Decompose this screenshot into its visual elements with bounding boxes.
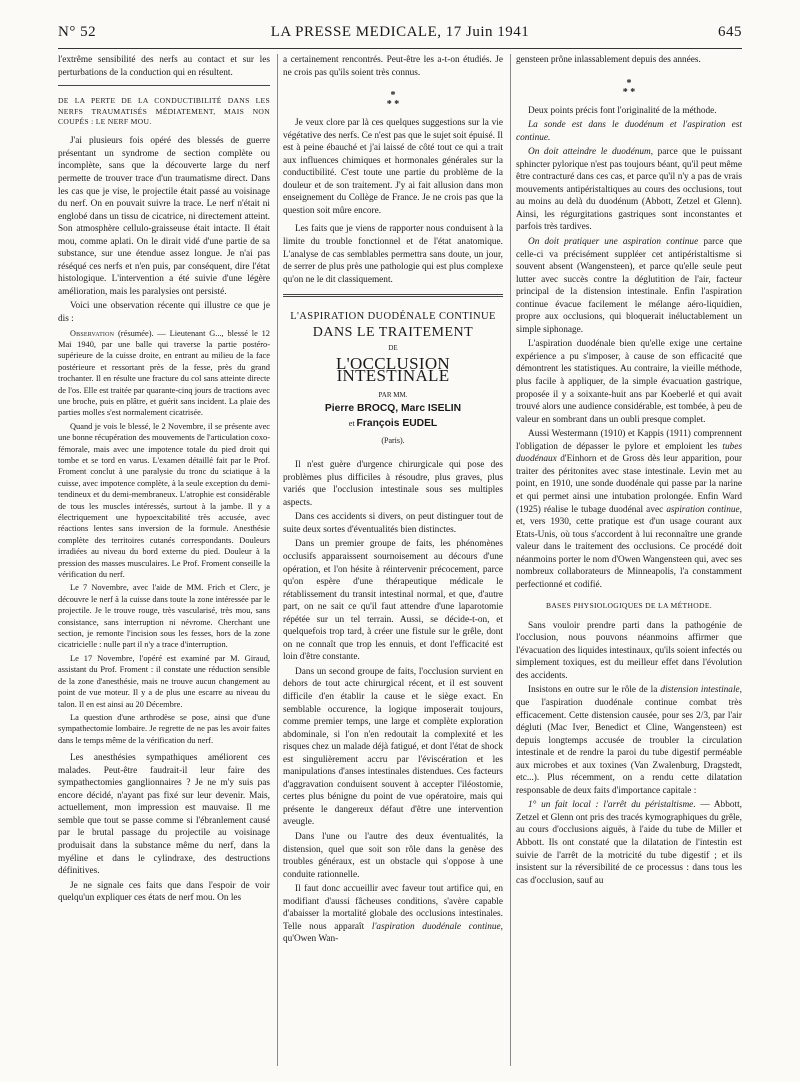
issue-number: N° 52: [58, 24, 97, 40]
paragraph: [516, 684, 742, 797]
observation-paragraph: [58, 328, 270, 419]
column-divider: [277, 54, 278, 1066]
text-run: Aussi Westermann (1910) et Kappis (1911) comprennent l'obligation de dépasser le pylore et emploient les: [516, 429, 742, 452]
emphasis: On doit atteindre le duodénum: [528, 147, 651, 158]
text-run: . — Abbott, Zetzel et Glenn ont pris des tracés kymographiques du grêle, au cours d'occlusions aiguës, à l'aide du tube de Miller et Abbott. Ils ont constaté que la dilatation de l'intestin est suivie de l'arrêt de la motricité du tube digestif ; et ils insistent sur la réversibilité de ce processus : dans tous les cas d'occlusion, sauf au: [516, 800, 742, 886]
page-header: [58, 24, 742, 46]
emphasis: aspiration continue: [666, 504, 740, 515]
column-2: [283, 54, 503, 1070]
text-run: d'Einhorn et de Gross dès leur apparition, pour traiter des péritonites avec stase intestinale. Levin met au point, en 1910, une sonde duodénale qui passe par la narine et qui permet ainsi une intubation prolongée. Enfin Ward (1925) réalise le tubage duodénal avec: [516, 454, 742, 515]
paragraph: Les faits que je viens de rapporter nous conduisent à la limite du trouble fonctionnel et de l'état anatomique. L'analyse de cas semblables permettra sans doute, un jour, de serrer de plus près une pathologie qui est plus complexe qu'on ne le dit classiquement.: [283, 224, 503, 285]
article-title-main: L'OCCLUSION INTESTINALE: [335, 353, 451, 386]
paragraph: J'ai plusieurs fois opéré des blessés de guerre présentant un syndrome de section complète ou incomplète, sans que la découverte large du nerf permette de trouver trace d'un traumatisme direct. Dans les cas que je vise, le projectile était passé au voisinage du nerf. On en pouvait suivre la trace. Le nerf n'était ni englobé dans un tissu de cicatrice, ni directement atteint. Son atmosphère cellulo-graisseuse était intacte. Il était mou, comme aplati. On le dirait vidé d'une partie de sa substance, sur une étendue assez longue. Je n'ai pas réséqué ces nerfs et n'en puis, par conséquent, dire l'état histologique. L'intervention a été suivie d'une légère amélioration, mais les paralysies ont persisté.: [58, 136, 270, 297]
header-rule: [58, 48, 742, 49]
text-run: , qu'Owen Wan-: [283, 921, 503, 945]
paragraph: Dans l'une ou l'autre des deux éventualités, la distension, quel que soit son rôle dans la genèse des troubles généraux, est un obstacle qui s'oppose à une conduite rationnelle.: [283, 831, 503, 880]
section-separator-stars: * * *: [386, 90, 400, 111]
column-3: [516, 54, 742, 1070]
column-divider: [510, 54, 511, 1066]
article-separator: [283, 294, 503, 297]
emphasis: distension intestinale: [660, 685, 740, 696]
authors: Pierre BROCQ, Marc ISELIN: [324, 403, 462, 415]
byline-prefix: PAR MM.: [378, 390, 408, 399]
authors: [283, 418, 503, 431]
section-heading: DE LA PERTE DE LA CONDUCTIBILITÉ DANS LES NERFS TRAUMATISÉS MÉDIATEMENT, MAIS NON COUPÉS : LE NERF MOU.: [58, 96, 270, 126]
text-run: , que l'aspiration duodénale continue combat très efficacement. Cette distension causée, pour ses 2/3, par l'air dégluti (Mac Iver, Benedict et Cline, Wangensteen) est depuis longtemps accusée de troubler la circulation intestinale et de rendre la paroi du tube digestif perméable aux microbes et aux toxines (Van Zwalenburg, Dragstedt, etc...). Plus récemment, on a rendu cette dilatation responsable de deux faits d'importance capitale :: [516, 685, 742, 796]
observation-paragraph: Le 17 Novembre, l'opéré est examiné par M. Giraud, assistant du Prof. Froment : il constate une réduction sensible de la zone d'anesthésie, mais ne trouve aucun changement au point de vue moteur. Il y a de plus une escarre au niveau du talon. Il en est ainsi au 20 Décembre.: [58, 653, 270, 709]
paragraph: [516, 119, 742, 144]
article-title-line: DE: [388, 344, 398, 353]
paragraph: [283, 883, 503, 946]
author-name: François EUDEL: [356, 418, 438, 430]
emphasis: La sonde est dans le duodénum et l'aspiration est continue.: [516, 120, 742, 143]
section-heading: BASES PHYSIOLOGIQUES DE LA MÉTHODE.: [546, 601, 712, 611]
paragraph: gensteen prône inlassablement depuis des années.: [516, 55, 701, 65]
divider: [58, 85, 270, 86]
paragraph: Dans un second groupe de faits, l'occlusion survient en dehors de tout acte chirurgical récent, et il est souvent difficile d'en établir la cause et le siège exact. En semblable occurence, la logique imposerait toujours, comme premier temps, une large et complète exploration abdominale, si l'on n'en redoutait la complexité et les risques chez un malade déjà fatigué, et dont l'état de shock est singulièrement accru par l'éviscération et les manipulations d'anses intestinales distendues. Ces facteurs d'aggravation conduisent souvent à accepter l'iléostomie, certes plus bénigne du point de vue opératoire, mais qui présente le dangereux défaut d'être une intervention aveugle.: [283, 666, 503, 828]
column-1: [58, 54, 270, 1070]
emphasis: tubes duodénaux: [516, 441, 742, 465]
observation-text: (résumée). — Lieutenant G..., blessé le 12 Mai 1940, par une balle qui traverse la partie postéro-supérieure de la cuisse droite, en entrant au milieu de la face postérieure et ressortant près de la fesse, près du grand trochanter. Il en résulte une fracture du col sans atteinte directe de l'os. Elle est traitée par quarante-cinq jours de tractions avec une broche, puis en plâtre, et guérit sans incident. La plaie des parties molles s'est normalement cicatrisée.: [58, 328, 270, 418]
observation-label: Observation: [70, 328, 115, 338]
paragraph: Il n'est guère d'urgence chirurgicale qui pose des problèmes plus difficiles à résoudre, plus graves, plus variés que l'occlusion intestinale sous ses multiples aspects.: [283, 460, 503, 508]
section-separator-stars: * * *: [622, 77, 636, 98]
emphasis: 1° un fait local : l'arrêt du péristaltisme: [528, 800, 694, 811]
article-title-line: L'ASPIRATION DUODÉNALE CONTINUE: [290, 311, 496, 323]
paragraph: Voici une observation récente qui illustre ce que je dis :: [58, 301, 270, 324]
journal-title: LA PRESSE MEDICALE, 17 Juin 1941: [270, 24, 530, 40]
paragraph: Sans vouloir prendre parti dans la pathogénie de l'occlusion, nous pouvons néanmoins affirmer que l'évacuation des liquides intestinaux, qu'ils soient infectés ou simplement toxiques, est du meilleur effet dans l'évolution des accidents.: [516, 620, 742, 681]
observation-paragraph: Quand je vois le blessé, le 2 Novembre, il se présente avec une bonne récupération des mouvements de l'articulation coxo-fémorale, mais avec une impotence totale du pied droit qui tombe et se tord en varus. L'examen détaillé fait par le Prof. Froment conclut à une paralysie du tronc du sciatique à la cuisse, avec impotence complète, à la seule exception du demi-tendineux et du demi-membraneux. L'atrophie est considérable de tous les muscles intéressés, surtout à la jambe. Il y a électriquement une hypoexcitabilité très accusée, avec réactions lentes sans inversion de la formule. Anesthésie complète des territoires cutanés correspondants. Douleurs irradiées au niveau du bord externe du pied. Douleur à la pression des masses musculaires. Le Prof. Froment conseille la vérification du nerf.: [58, 421, 270, 580]
paragraph: Dans ces accidents si divers, on peut distinguer tout de suite deux sortes d'éventualités bien distinctes.: [283, 512, 503, 535]
paragraph: [516, 236, 742, 336]
text-run: Il faut donc accueillir avec faveur tout artifice qui, en modifiant d'aussi fâcheuses conditions, s'avère capable d'abaisser la mortalité globale des occlusions intestinales. Telle nous apparaît: [283, 884, 503, 932]
paragraph: a certainement rencontrés. Peut-être les a-t-on étudiés. Je ne crois pas qu'ils soient très connus.: [283, 55, 503, 78]
paragraph: Je ne signale ces faits que dans l'espoir de voir quelqu'un expliquer ces états de nerf mou. On les: [58, 880, 270, 904]
observation-paragraph: Le 7 Novembre, avec l'aide de MM. Frich et Clerc, je découvre le nerf à la cuisse dans toute la zone intéressée par le projectile. Je le trouve rouge, très vascularisé, très mou, sans consistance, sans interruption ni névrome. Cherchant une section, je remonte l'incision sous les fesses, hors de la zone cicatricielle : nulle part il n'y a trace d'interruption.: [58, 583, 270, 650]
text-run: , et, vers 1930, cette pratique est d'un usage courant aux Etats-Unis, où tous s'accordent à lui reconnaître une grande valeur dans le traitement des occlusions. Ce procédé doit néanmoins porter le nom d'Owen Wangensteen qui, avec ses nombreux collaborateurs de Minneapolis, l'a constamment perfectionné et codifié.: [516, 504, 742, 590]
article-title-line: DANS LE TRAITEMENT: [312, 324, 474, 340]
paragraph: l'extrême sensibilité des nerfs au contact et sur les perturbations de la conduction qui en résultent.: [58, 55, 270, 78]
text-run: parce que celle-ci va précisément suppléer cet antipéristaltisme si souvent absent (Wangensteen), et parce qu'elle seule peut lutter avec succès contre la déglutition de l'air, facteur principal de la distension intestinale. Enfin l'aspiration continue évacue facilement le mélange aéro-liquidien, propre aux occlusions, qui bloquerait inéluctablement un simple siphonage.: [516, 237, 742, 335]
paragraph: Dans un premier groupe de faits, les phénomènes occlusifs apparaissent sournoisement au décours d'une opération, et l'on hésite à réintervenir précocement, parce qu'on espère d'une thérapeutique médicale le rétablissement du transit intestinal normal, et que, d'autre part, on ne sait ce qu'il faut attendre d'une laparotomie répétée sur un tel terrain. Aussi, se décide-t-on, et quelquefois trop tard, à créer une fistule sur le grêle, dont on ne connaît que trop les ennuis, et dont l'efficacité est loin d'être constante.: [283, 539, 503, 663]
paragraph: [516, 428, 742, 591]
authors-conjunction: et: [348, 419, 355, 429]
paragraph: Je veux clore par là ces quelques suggestions sur la vie végétative des nerfs. Ce n'est pas que le sujet soit épuisé. Il est à peine ébauché et j'ai laissé de côté tout ce qui a trait aux influences chimiques et hormonales générales sur la conductibilité. C'est toute une partie du problème de la douleur et de son traitement. J'y ai fait allusion dans mon enseignement du Collège de France. Je ne crois pas que la question soit mûre encore.: [283, 118, 503, 216]
article-title-block: [283, 311, 503, 447]
paragraph: Deux points précis font l'originalité de la méthode.: [528, 105, 717, 116]
text-run: , parce que le puissant sphincter pylorique n'est pas toujours béant, qu'il peut même être contracturé dans ces cas, et parce qu'il n'y a pas de vrais mouvements antipéristaltiques au cours des occlusions, tout au moins au delà du duodénum (Abbott, Zetzel et Glenn). Ainsi, les régurgitations gastriques sont inconstantes et parfois très tardives.: [516, 147, 742, 233]
paragraph: [516, 799, 742, 887]
author-city: (Paris).: [381, 435, 405, 445]
paragraph: Les anesthésies sympathiques améliorent ces malades. Peut-être faudrait-il leur faire des sympathectomies ganglionnaires ? Je ne m'y suis pas encore décidé, n'ayant pas fixé sur leur devenir. Mais, actuellement, mon impression est mauvaise. Il me semble que tout se passe comme si l'ébranlement causé par le brutal passage du projectile au voisinage produisait dans la substance même du nerf, dans la myéline et dans le cylindraxe, des destructions définitives.: [58, 753, 270, 877]
text-run: Insistons en outre sur le rôle de la: [528, 685, 661, 696]
observation-paragraph: La question d'une arthrodèse se pose, ainsi que d'une sympathectomie lombaire. Je regrette de ne pas les avoir faites dans le temps même de la vérification du nerf.: [58, 712, 270, 745]
paragraph: [516, 146, 742, 234]
paragraph: L'aspiration duodénale bien qu'elle exige une certaine expérience a pu s'imposer, à cause de son efficacité que démontrent les statistiques. Au contraire, la vieille méthode, plus facile à appliquer, de la simple évacuation gastrique, proposée il y a soixante-huit ans par Koeberlé et qui avait trouvé alors une audience considérable, est tombée, à peu de valeur en sombrant dans un oubli presque complet.: [516, 339, 742, 425]
emphasis: On doit pratiquer une aspiration continue: [528, 237, 699, 248]
emphasis: l'aspiration duodénale continue: [371, 921, 501, 932]
page-number: 645: [718, 24, 742, 40]
